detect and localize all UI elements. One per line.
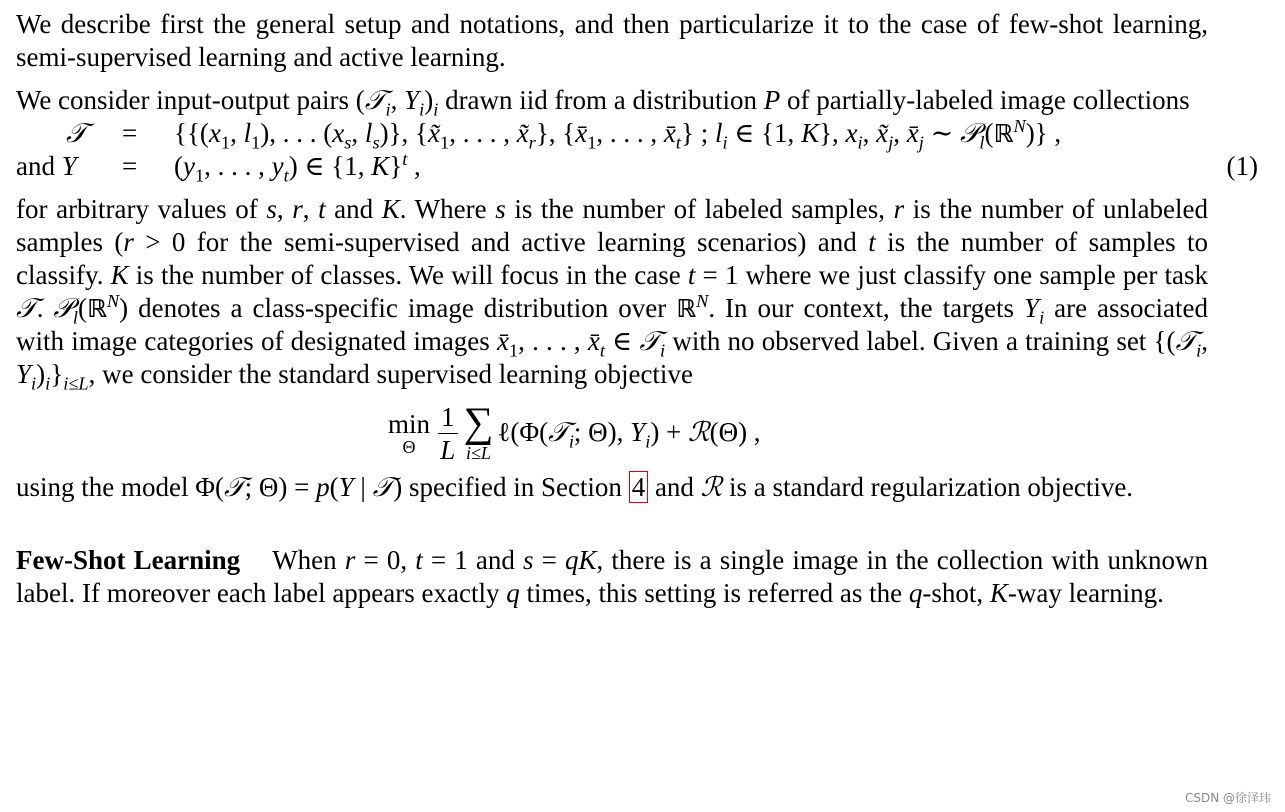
equation-line-1: 𝒯 = {{($x_1$, $l_1$), . . . ($x_s$, $l_s$)}, {$x̃_1$, . . . , $x̃_r$}, {$x̄_1$, . . . , $x̄_t$} ; $l_i$ ∈ {1, K}, $x_i$, $x̃_j$, $x̄_j$ ∼ 𝒫$_l$(ℝ$^N$)} ,: [66, 116, 1062, 153]
paragraph-setup: We consider input-output pairs (𝒯$_i$, $Y_i)_i$ drawn iid from a distribution P of partially-labeled image collections: [16, 85, 1190, 120]
watermark-text: CSDN @徐泽玮: [1184, 791, 1271, 805]
paragraph-definitions: for arbitrary values of s, r, t and K. Where s is the number of labeled samples, r is the number of unlabeled samples (r > 0 for the semi-supervised and active learning scenarios) and t is the number of samples to classify. K is the number of classes. We will focus in the case t = 1 where we just classify one sample per task 𝒯. 𝒫$_l$(ℝ$^N$) denotes a class-specific image distribution over ℝ$^N$. In our context, the targets $Y_i$ are associated with image categories of designated images $x̄_1$, . . . , $x̄_t$ ∈ 𝒯$_i$ with no observed label. Given a training set {(𝒯$_i$, $Y_i)_i\}_{i\le L}$, we consider the standard supervised learning objective: [16, 194, 1209, 394]
equation-line-2: and Y = ($y_1$, . . . , $y_t$) ∈ {1, K}$^t$ , (1): [16, 149, 1258, 186]
paragraph-model: using the model Φ(𝒯; Θ) = p(Y | 𝒯) specified in Section 4 and ℛ is a standard regularization objective.: [16, 472, 1134, 503]
section-heading: Few-Shot Learning: [16, 545, 241, 575]
paragraph-few-shot: Few-Shot Learning When r = 0, t = 1 and s = qK, there is a single image in the collection with unknown label. If moreover each label appears exactly q times, this setting is referred as the q-shot, K-way learning.: [16, 545, 1208, 608]
paragraph-intro: We describe first the general setup and notations, and then particularize it to the case of few-shot learning, semi-supervised learning and active learning.: [16, 9, 1208, 72]
objective-equation: min Θ $\frac{1}{L}$ ∑ i≤L ℓ(Φ(𝒯$_i$; Θ), $Y_i$) + ℛ(Θ) ,: [388, 400, 761, 465]
paper-body: [16, 8, 1258, 610]
equation-number: (1): [1226, 151, 1258, 181]
section-reference-link[interactable]: 4: [629, 471, 649, 503]
